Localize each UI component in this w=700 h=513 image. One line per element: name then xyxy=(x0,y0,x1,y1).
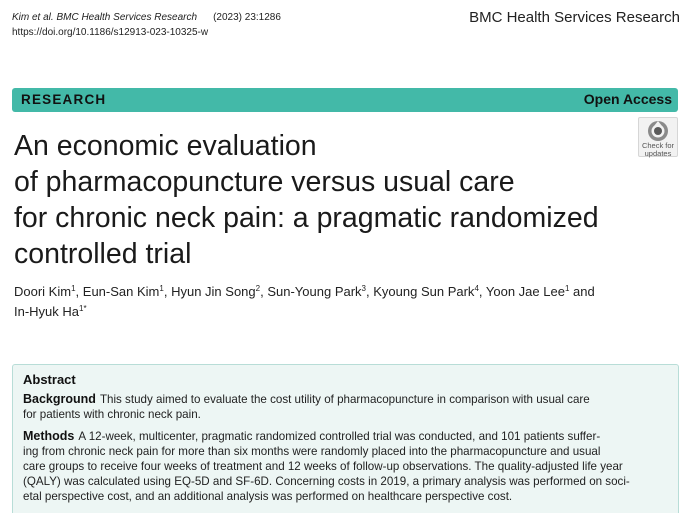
methods-label: Methods xyxy=(23,429,75,443)
open-access-label: Open Access xyxy=(583,91,672,107)
author-name[interactable]: Hyun Jin Song xyxy=(171,284,256,299)
author-name[interactable]: Yoon Jae Lee xyxy=(485,284,565,299)
citation-year-volume: (2023) 23:1286 xyxy=(213,12,281,23)
author-affiliation: 3 xyxy=(361,284,366,293)
author-affiliation: 1 xyxy=(564,284,570,293)
abstract-methods: Methods A 12-week, multicenter, pragmatic randomized controlled trial was conducted, and 101 patients suffer- ing from chronic neck pain for more than six months were randomly placed into the pharmacopuncture and usual care groups to receive four weeks of treatment and 12 weeks of follow-up observations. The quality-adjusted life year (QALY) was calculated using EQ-5D and SF-6D. Concerning costs in 2019, a primary analysis was performed on soci- etal perspective cost, and an additional analysis was performed on healthcare perspective cost. xyxy=(23,429,630,503)
author-name[interactable]: Eun-San Kim xyxy=(82,284,160,299)
citation-block xyxy=(12,10,281,40)
abstract-heading: Abstract xyxy=(23,372,76,387)
journal-name[interactable]: BMC Health Services Research xyxy=(469,9,680,26)
author-name[interactable]: Kyoung Sun Park xyxy=(373,284,475,299)
author-name[interactable]: Sun-Young Park xyxy=(267,284,362,299)
author-list: Doori Kim$^1$, Eun-San Kim$^1$, Hyun Jin Song$^2$, Sun-Young Park$^3$, Kyoung Sun Park$^4$, Yoon Jae Lee$^1$ and In-Hyuk $Ha^{1*}$ xyxy=(14,284,595,319)
section-label: RESEARCH xyxy=(21,92,107,107)
article-title xyxy=(14,128,674,272)
abstract-background: Background This study aimed to evaluate the cost utility of pharmacopuncture in comparison with usual care for patients with chronic neck pain. xyxy=(23,392,590,421)
title-line: An economic evaluation xyxy=(14,130,317,162)
title-line: controlled trial xyxy=(14,238,192,270)
check-for-updates-line2: updates xyxy=(644,149,672,158)
author-affiliation: 1* xyxy=(79,304,87,313)
author-affiliation: 1 xyxy=(159,284,164,293)
title-line: of pharmacopuncture versus usual care xyxy=(14,166,515,198)
citation-doi-link[interactable]: https://doi.org/10.1186/s12913-023-10325-w xyxy=(12,27,209,38)
title-line: for chronic neck pain: a pragmatic randomized xyxy=(14,202,599,234)
author-name[interactable]: In-Hyuk Ha xyxy=(14,304,80,319)
author-affiliation: 2 xyxy=(255,284,261,293)
author-affiliation: 1 xyxy=(71,284,76,293)
article-type-banner xyxy=(12,88,678,112)
author-name[interactable]: Doori Kim xyxy=(14,284,72,299)
check-for-updates-line1: Check for xyxy=(641,141,675,150)
author-affiliation: 4 xyxy=(474,284,479,293)
abstract-box xyxy=(12,364,679,513)
background-label: Background xyxy=(23,392,96,406)
citation-journal: Kim et al. BMC Health Services Research xyxy=(12,12,198,23)
